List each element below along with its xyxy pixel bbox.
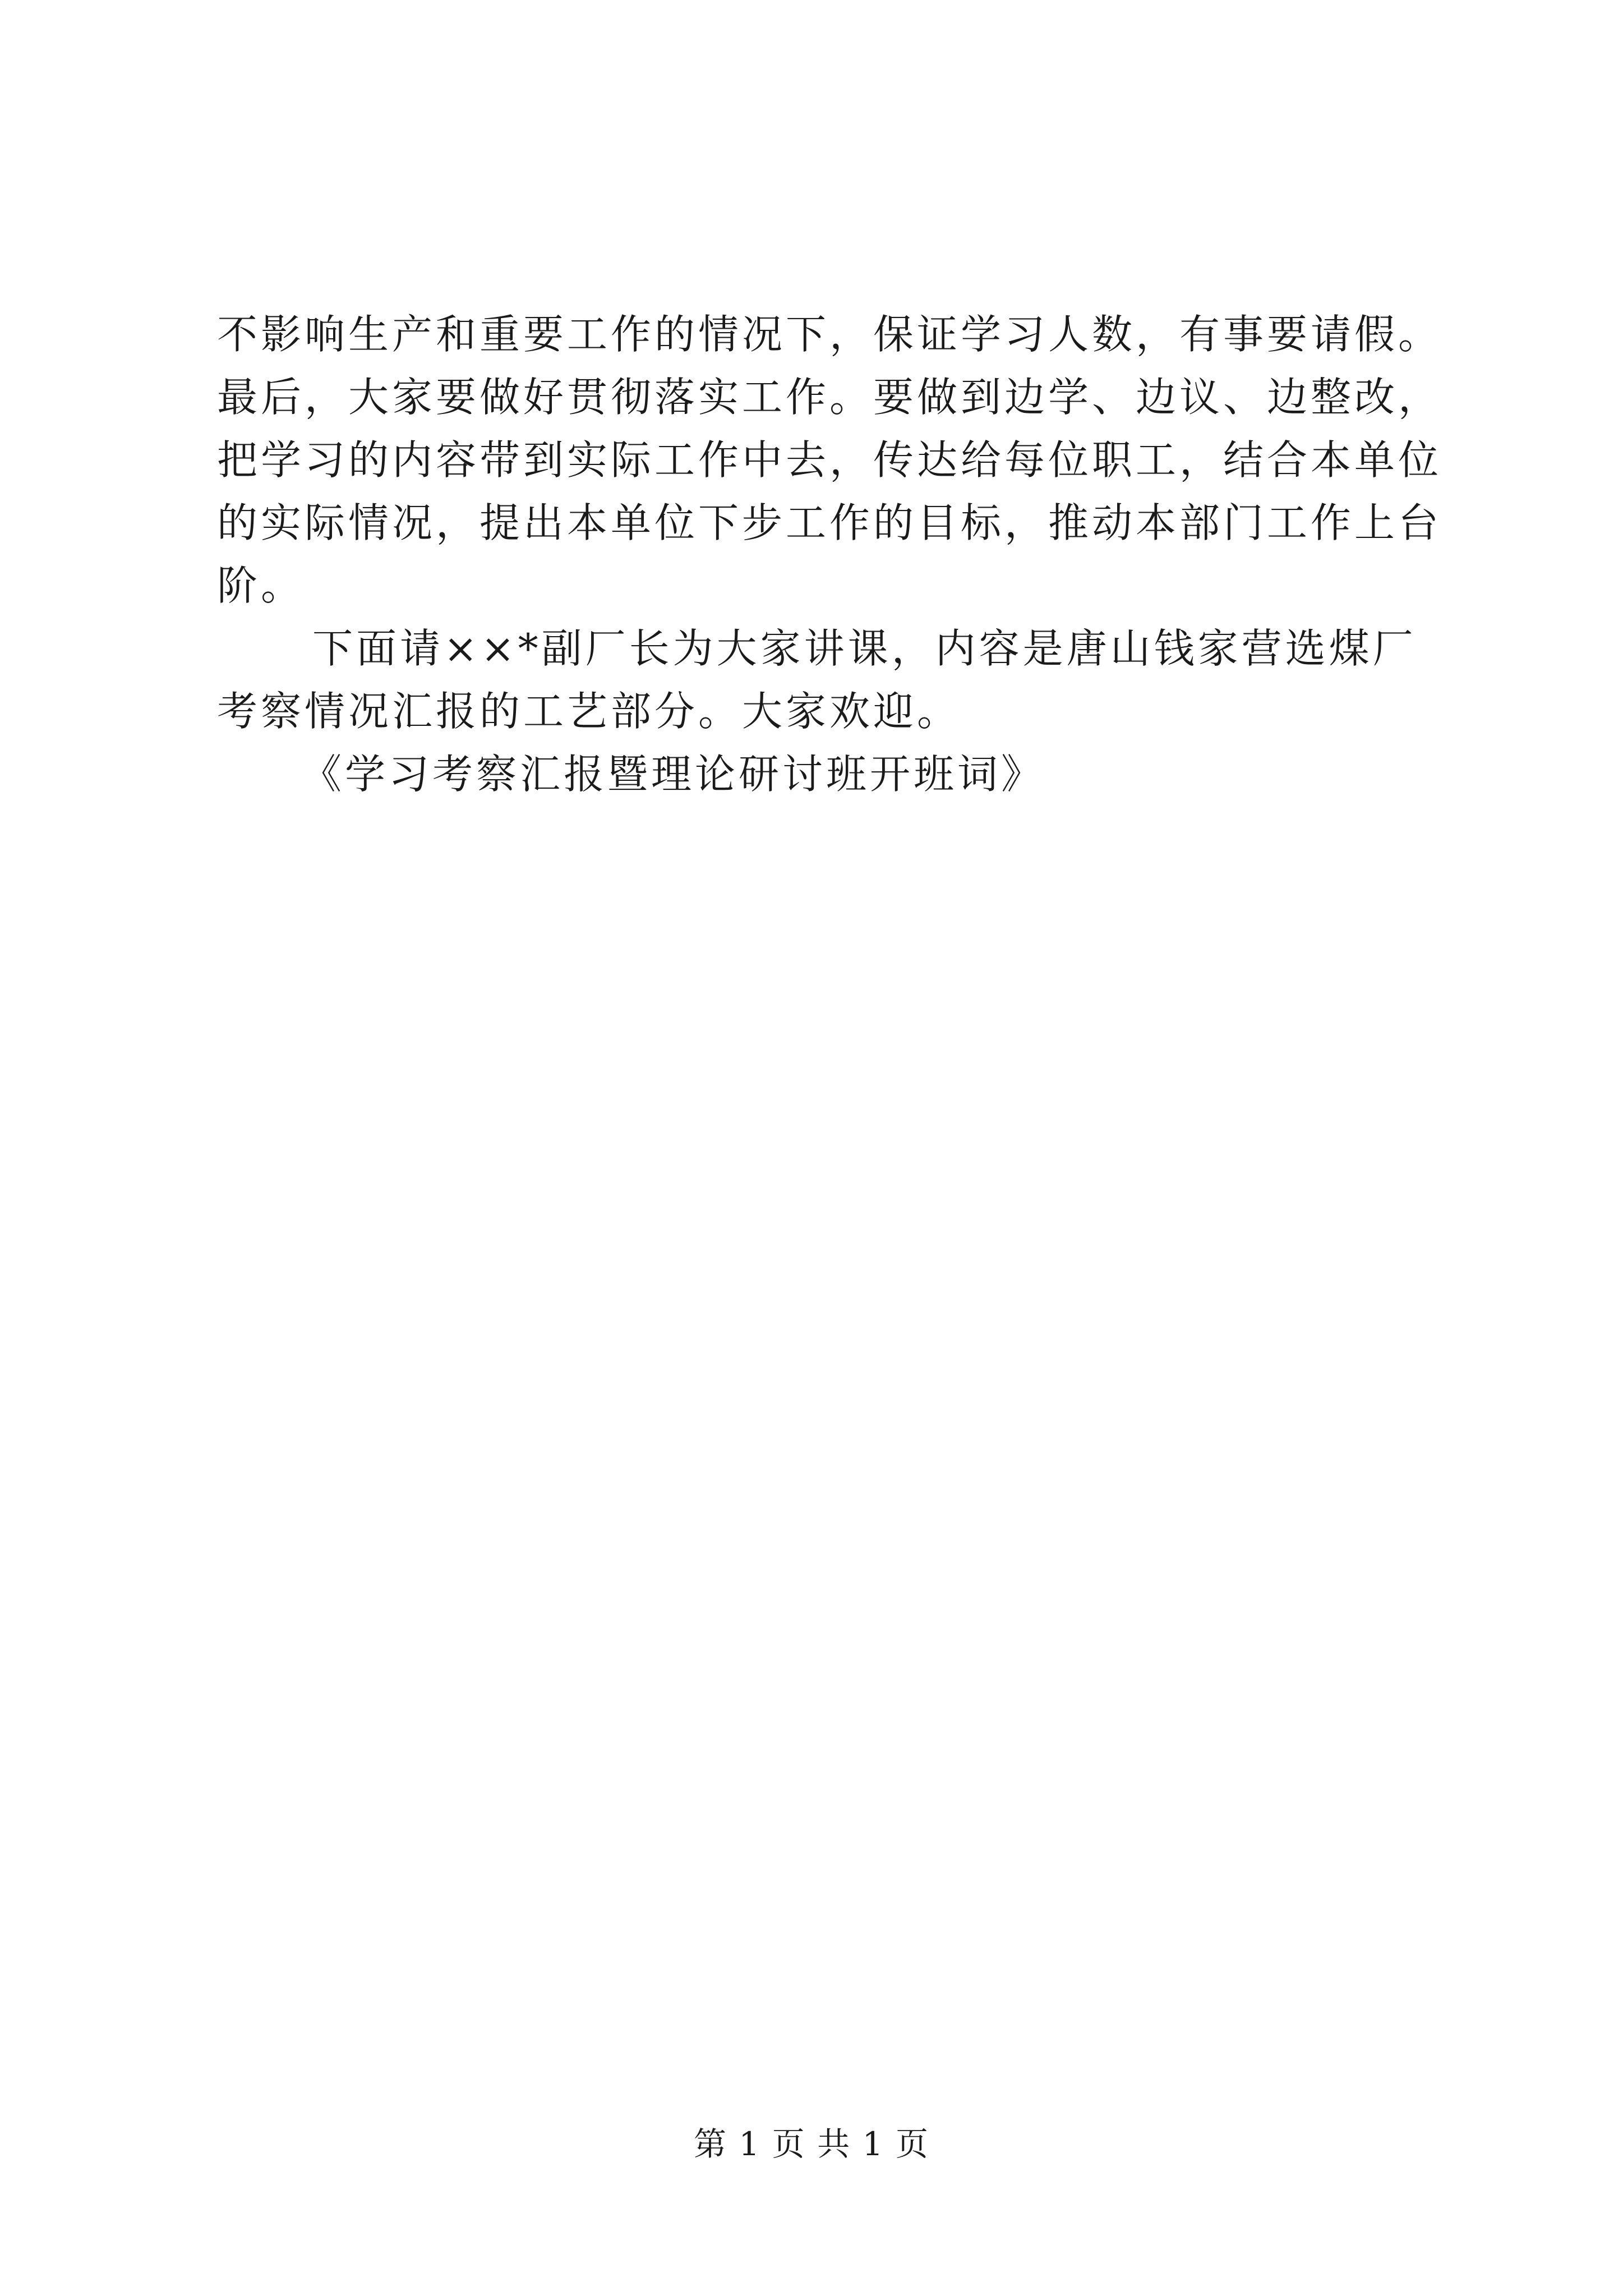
- page-footer: 第 1 页 共 1 页: [694, 2125, 929, 2163]
- text-line: 的实际情况，提出本单位下步工作的目标，推动本部门工作上台: [217, 499, 1442, 546]
- text-line: 不影响生产和重要工作的情况下，保证学习人数，有事要请假。: [217, 311, 1442, 358]
- text-line: 最后，大家要做好贯彻落实工作。要做到边学、边议、边整改，: [217, 374, 1442, 421]
- paragraph-start-line: 下面请××*副厂长为大家讲课，内容是唐山钱家营选煤厂: [312, 625, 1417, 672]
- document-body: [217, 303, 1440, 806]
- text-line: 把学习的内容带到实际工作中去，传达给每位职工，结合本单位: [217, 436, 1442, 484]
- text-line: 阶。: [217, 562, 305, 609]
- text-line: 考察情况汇报的工艺部分。大家欢迎。: [217, 688, 961, 735]
- document-title-line: 《学习考察汇报暨理论研讨班开班词》: [301, 751, 1045, 798]
